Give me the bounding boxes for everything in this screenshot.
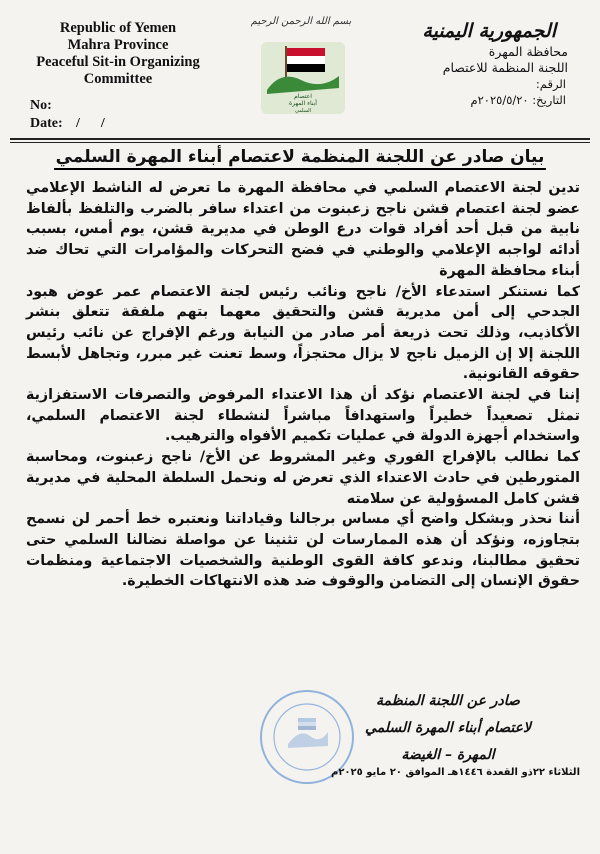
statement-body [26, 178, 580, 592]
paragraph-1: تدين لجنة الاعتصام السلمي في محافظة المهرة ما تعرض له الناشط الإعلامي عضو لجنة اعتصام قشن ناجح زعبنوت من اعتداء سافر بالضرب والتلفظ بألفاظ نابية من قبل أحد أفراد قوات درع الوطن في مديرية قشن، يوم أمس، بسبب أدائه لواجبه الإعلامي والوطني في فضح التحركات والمؤامرات التي تحاك ضد أبناء محافظة المهرة [26, 180, 580, 279]
header-ar-committee: اللجنة المنظمة للاعتصام [442, 60, 568, 75]
header-divider [10, 138, 590, 140]
logo-flag-white [287, 56, 325, 64]
signature-line1: صادر عن اللجنة المنظمة [376, 693, 520, 709]
committee-logo [261, 42, 345, 114]
header-ar-ref: الرقم: [535, 77, 566, 91]
paragraph-3: إننا في لجنة الاعتصام نؤكد أن هذا الاعتداء المرفوض والتصرفات الاستفزازية تمثل تصعيداً خطيراً واستهدافاً مباشراً لنشطاء لجنة الاعتصام السلمي، واستخدام أجهزة الدولة في عمليات تكميم الأفواه والترهيب. [26, 387, 580, 445]
paragraph-5: أننا نحذر وبشكل واضح أي مساس برجالنا وقياداتنا ونعتبره خط أحمر لن نسمح بتجاوزه، ونؤكد أن هذه الممارسات لن تثنينا عن مواصلة نضالنا السلمي حتى تحقيق مطالبنا، وندعو كافة القوى الوطنية والشخصيات الاجتماعية ومنظمات حقوق الإنسان إلى التضامن والوقوف ضد هذه الانتهاكات الخطيرة. [26, 511, 580, 590]
signature-line2: لاعتصام أبناء المهرة السلمي [365, 720, 531, 736]
logo-flag-black [287, 64, 325, 72]
header-ar-country: الجمهورية اليمنية [422, 20, 556, 42]
header-date-label: Date: [30, 116, 63, 131]
header-arabic [368, 18, 578, 108]
header-en-line4: Committee [83, 71, 153, 87]
header-en-line3: Peaceful Sit-in Organizing [36, 54, 200, 70]
header-ar-province: محافظة المهرة [488, 44, 568, 59]
header-ar-date: التاريخ: ٢٠٢٥/٥/٢٠م [470, 93, 566, 107]
header-english [18, 20, 218, 88]
header-no-label: No: [30, 98, 52, 113]
logo-text-2: أبناء المهرة [289, 100, 317, 107]
header-en-line2: Mahra Province [67, 37, 169, 53]
logo-text-3: السلمي [294, 108, 312, 114]
logo-flag-red [287, 48, 325, 56]
signature-date: الثلاثاء ٢٢ذو القعدة ١٤٤٦هـ الموافق ٢٠ مايو ٢٠٢٥م [330, 767, 580, 778]
signature-line3: المهرة – الغيضة [401, 747, 495, 763]
header-en-line1: Republic of Yemen [59, 20, 177, 36]
header-divider-thin [10, 142, 590, 143]
statement-title [20, 147, 580, 167]
paragraph-2: كما نستنكر استدعاء الأخ/ ناجح ونائب رئيس لجنة الاعتصام عمر عوض هبود الجدحي إلى أمن مديرية قشن والتحقيق معهما بتهم ملفقة تتعلق بنشر الأكاذيب، وذلك تحت ذريعة أمر صادر من النيابة ورغم الإفراج عن نائب رئيس اللجنة إلا إن الزميل ناجح لا يزال محتجزاً، وسط تعنت غير مبرر، وتجاهل لأبسط حقوقه القانونية. [26, 283, 580, 383]
logo-text-1: اعتصام [294, 93, 312, 100]
paragraph-4: كما نطالب بالإفراج الفوري وغير المشروط عن الأخ/ ناجح زعبنوت، ومحاسبة المتورطين في حادث الاعتداء الذي تعرض له ونحمل السلطة المحلية في مديرية قشن كامل المسؤولية عن سلامته [26, 449, 580, 507]
signature-block [348, 688, 548, 769]
header-date-slashes: / / [76, 116, 105, 131]
statement-title-text: بيان صادر عن اللجنة المنظمة لاعتصام أبناء المهرة السلمي [54, 147, 547, 170]
basmala: بسم الله الرحمن الرحيم [250, 16, 352, 27]
